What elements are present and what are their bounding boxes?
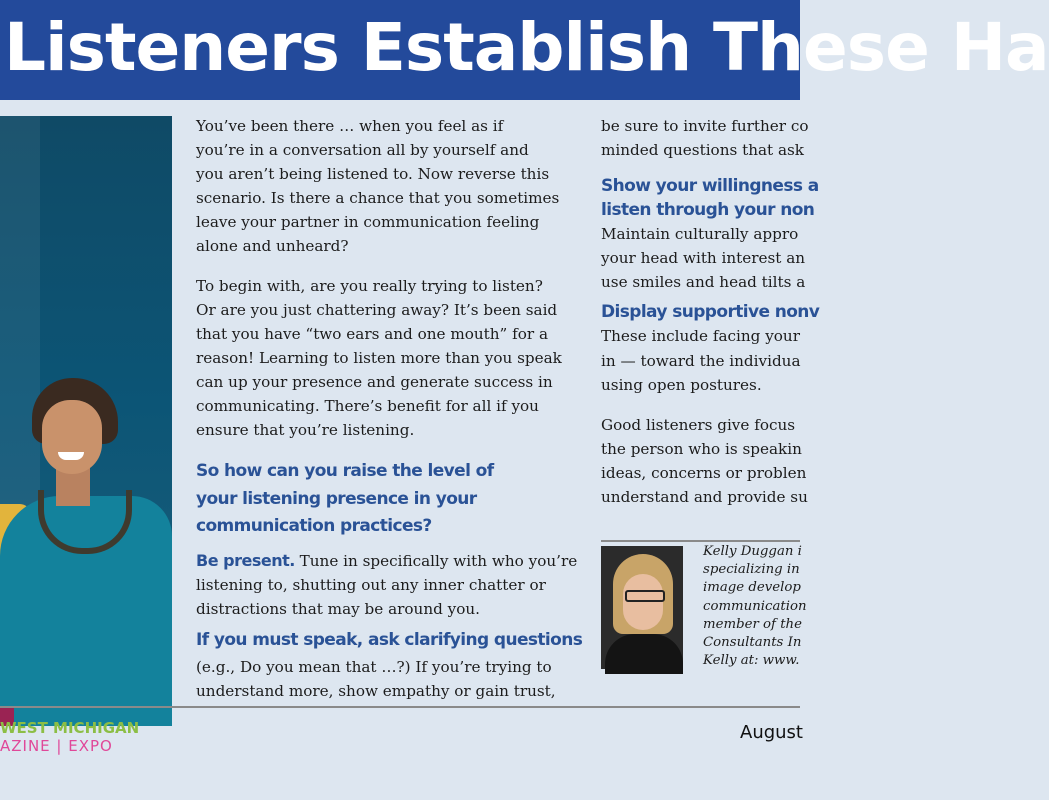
article-title: Listeners Establish These Ha xyxy=(4,9,1049,86)
woman-photo xyxy=(0,116,172,692)
clarifying-questions-heading: If you must speak, ask clarifying questions xyxy=(196,630,583,650)
issue-month: August xyxy=(740,722,803,743)
article-column-2 xyxy=(601,114,820,509)
col2-text: in — toward the individua xyxy=(601,351,801,370)
be-present-lead: Be present. xyxy=(196,550,295,570)
second-paragraph: To begin with, are you really trying to listen? Or are you just chattering away? It’s been said that you have “two ears and one mouth” for a reason! Learning to listen more than you speak can up your presence and generate success in communicating. There’s benefit for all if you ensure that you’re listening. xyxy=(196,276,562,440)
article-column-1 xyxy=(196,114,583,703)
author-bio: Kelly Duggan i specializing in image develop communication member of the Consultants In Kelly at: www. xyxy=(703,544,807,669)
col2-text: your head with interest an xyxy=(601,249,806,268)
willingness-heading: Show your willingness a xyxy=(601,176,819,197)
footer-divider xyxy=(0,706,800,708)
title-banner xyxy=(0,0,1049,100)
glasses xyxy=(625,590,665,602)
col2-text: minded questions that ask xyxy=(601,141,805,160)
willingness-heading: listen through your non xyxy=(601,200,815,221)
section-subheading: So how can you raise the level of your listening presence in your communication practices? xyxy=(196,461,494,537)
magazine-brand-line1: WEST MICHIGAN xyxy=(0,719,140,737)
col2-text: Good listeners give focus xyxy=(601,415,796,434)
be-present-paragraph: Be present. Tune in specifically with who you’re listening to, shutting out any inner chatter or distractions that may be around you. xyxy=(196,550,578,618)
nonverbal-heading: Display supportive nonv xyxy=(601,302,820,323)
col2-text: using open postures. xyxy=(601,375,762,394)
col2-text: understand and provide su xyxy=(601,488,808,507)
col2-text: These include facing your xyxy=(601,327,800,346)
col2-text: ideas, concerns or problen xyxy=(601,463,807,482)
col2-text: the person who is speakin xyxy=(601,439,802,458)
col2-text: be sure to invite further co xyxy=(601,117,809,135)
bio-divider xyxy=(601,540,800,542)
col2-text: Maintain culturally appro xyxy=(601,225,799,244)
author-photo xyxy=(601,546,683,669)
clarifying-questions-text: (e.g., Do you mean that …?) If you’re trying to understand more, show empathy or gain trust, xyxy=(196,657,556,700)
intro-paragraph: You’ve been there … when you feel as if you’re in a conversation all by yourself and you aren’t being listened to. Now reverse this scenario. Is there a chance that you sometimes leave your partner in communication feeling alone and unheard? xyxy=(196,117,560,256)
col2-text: use smiles and head tilts a xyxy=(601,273,806,292)
smiling-face xyxy=(42,400,102,474)
magazine-brand-line2: AZINE | EXPO xyxy=(0,737,113,755)
